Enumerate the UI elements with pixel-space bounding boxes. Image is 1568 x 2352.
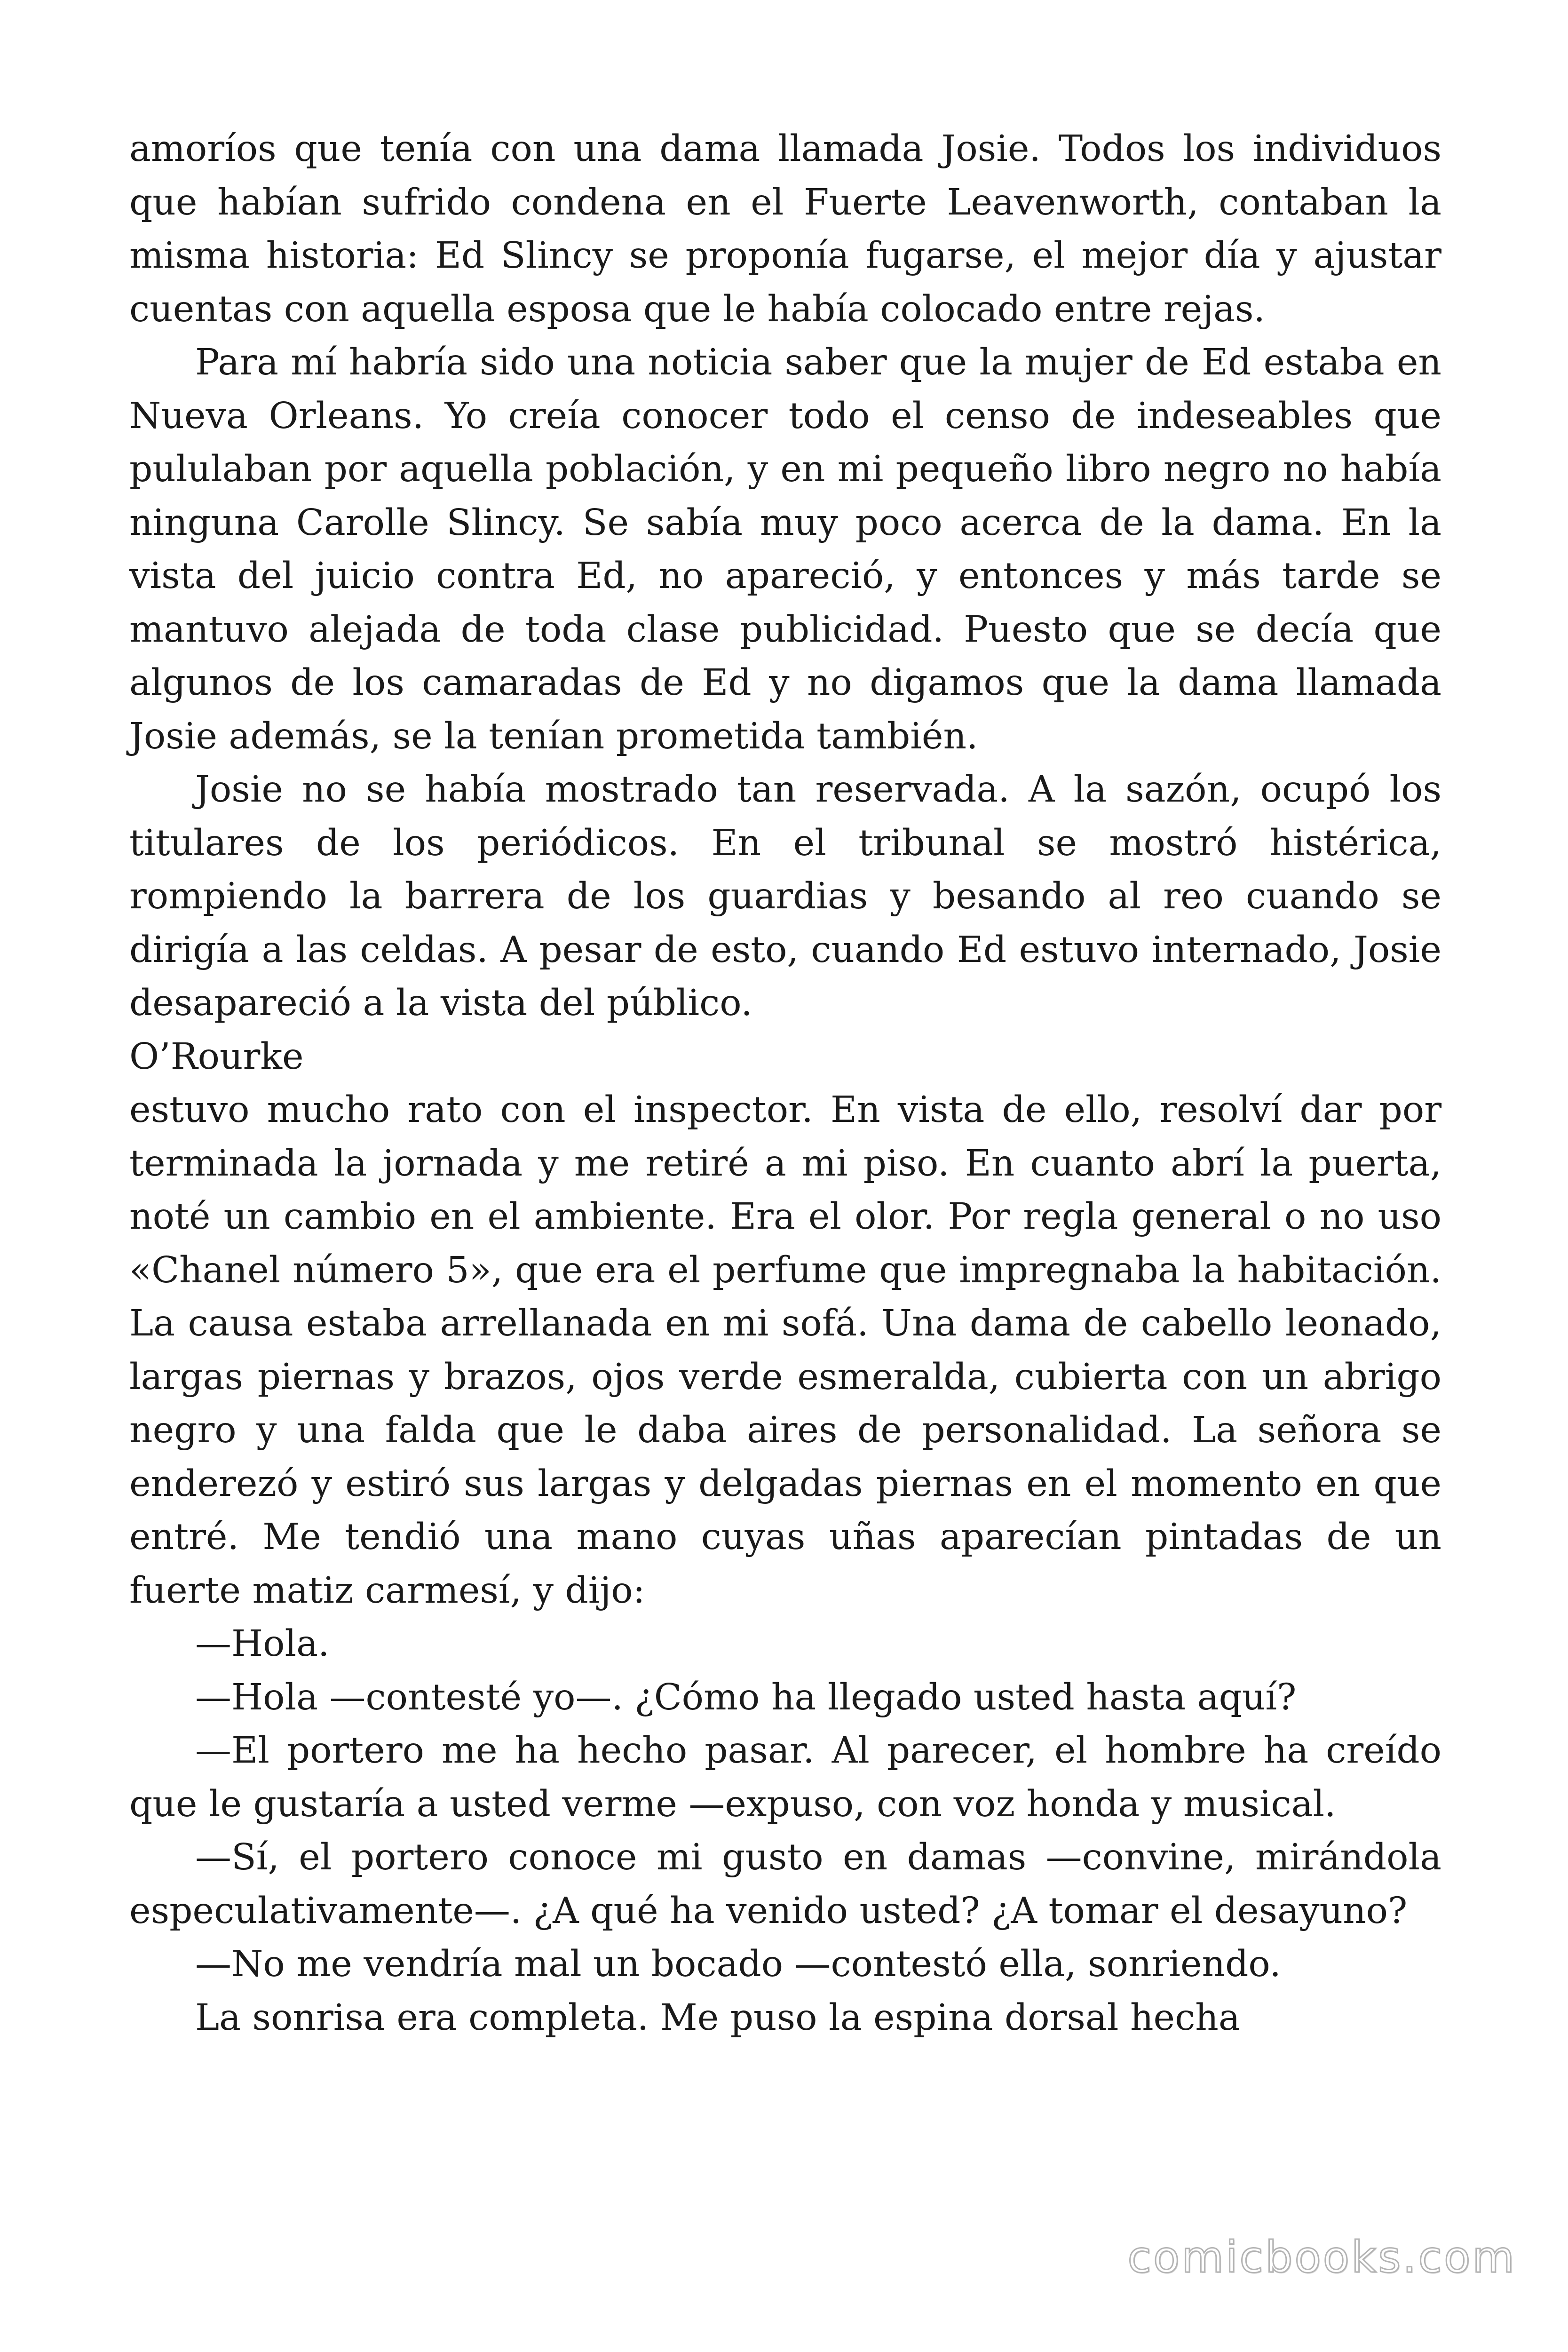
paragraph-fragment: O’Rourke	[129, 1035, 304, 1078]
dialogue-line: —No me vendría mal un bocado —contestó ella, sonriendo.	[195, 1943, 1281, 1985]
paragraph-last: La sonrisa era completa. Me puso la espina dorsal hecha	[195, 1996, 1240, 2039]
page-body	[129, 122, 1441, 2044]
paragraph: Para mí habría sido una noticia saber que la mujer de Ed estaba en Nueva Orleans. Yo creía conocer todo el censo de indeseables que pululaban por aquella población, y en mi pequeño libro negro no había ninguna Carolle Slincy. Se sabía muy poco acerca de la dama. En la vista del juicio contra Ed, no apareció, y entonces y más tarde se mantuvo alejada de toda clase publicidad. Puesto que se decía que algunos de los camaradas de Ed y no digamos que la dama llamada Josie además, se la tenían prometida también.	[129, 342, 1441, 757]
watermark-text: comicbooks.com	[1127, 2232, 1516, 2282]
dialogue-line: —Sí, el portero conoce mi gusto en damas —convine, mirándola especulativamente—. ¿A qué ha venido usted? ¿A tomar el desayuno?	[129, 1836, 1441, 1932]
dialogue-line: —El portero me ha hecho pasar. Al parecer, el hombre ha creído que le gustaría a usted verme —expuso, con voz honda y musical.	[129, 1730, 1441, 1825]
dialogue-line: —Hola —contesté yo—. ¿Cómo ha llegado usted hasta aquí?	[195, 1676, 1297, 1718]
paragraph: estuvo mucho rato con el inspector. En vista de ello, resolví dar por terminada la jornada y me retiré a mi piso. En cuanto abrí la puerta, noté un cambio en el ambiente. Era el olor. Por regla general o no uso «Chanel número 5», que era el perfume que impregnaba la habitación. La causa estaba arrellanada en mi sofá. Una dama de cabello leonado, largas piernas y brazos, ojos verde esmeralda, cubierta con un abrigo negro y una falda que le daba aires de personalidad. La señora se enderezó y estiró sus largas y delgadas piernas en el momento en que entré. Me tendió una mano cuyas uñas aparecían pintadas de un fuerte matiz carmesí, y dijo:	[129, 1089, 1441, 1612]
paragraph: amoríos que tenía con una dama llamada Josie. Todos los individuos que habían sufrido condena en el Fuerte Leavenworth, contaban la misma historia: Ed Slincy se proponía fugarse, el mejor día y ajustar cuentas con aquella esposa que le había colocado entre rejas.	[129, 128, 1441, 330]
dialogue-line: —Hola.	[195, 1623, 330, 1665]
paragraph: Josie no se había mostrado tan reservada. A la sazón, ocupó los titulares de los periódicos. En el tribunal se mostró histérica, rompiendo la barrera de los guardias y besando al reo cuando se dirigía a las celdas. A pesar de esto, cuando Ed estuvo internado, Josie desapareció a la vista del público.	[129, 769, 1441, 1024]
